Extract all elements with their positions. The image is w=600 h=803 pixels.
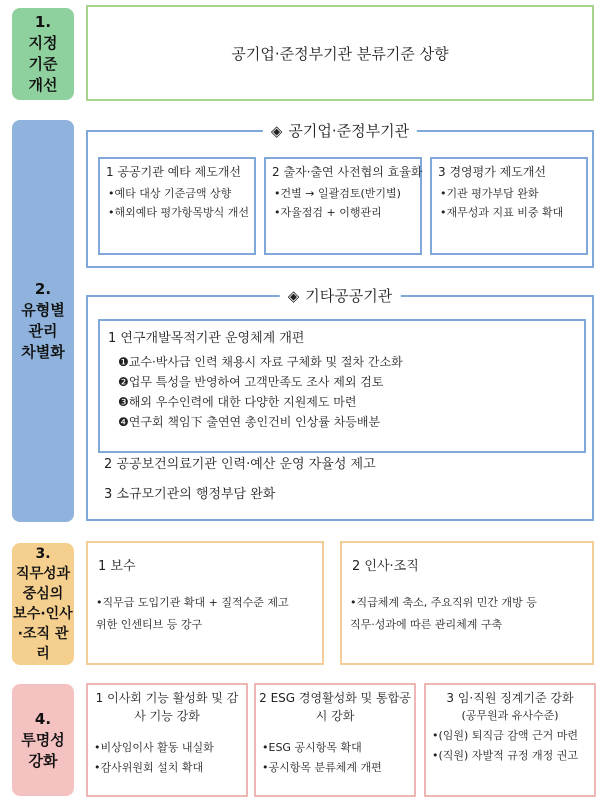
group-2-title: ◈ 기타공공기관 (280, 285, 401, 306)
subbox-research-institutions (98, 319, 586, 453)
group-1-title: ◈ 공기업·준정부기관 (263, 120, 417, 141)
list-item: •공시항목 분류체계 개편 (262, 761, 382, 774)
box-board-audit (86, 683, 248, 797)
box-disciplinary-standards (424, 683, 596, 797)
list-item: ❶교수·박사급 인력 채용시 자료 구체화 및 절차 간소화 (118, 355, 403, 369)
subbox-header: 1 연구개발목적기관 운영체계 개편 (108, 331, 305, 346)
list-item: ❸해외 우수인력에 대한 다양한 지원제도 마련 (118, 395, 357, 409)
list-item: •해외예타 평가항목방식 개선 (108, 206, 249, 219)
subbox-header: 3 경영평가 제도개선 (438, 165, 547, 179)
section-2-label: 2. 유형별 관리 차별화 (12, 120, 74, 522)
section-4-label: 4. 투명성 강화 (12, 684, 74, 796)
list-item: •재무성과 지표 비중 확대 (440, 206, 564, 219)
diamond-icon: ◈ (287, 287, 300, 305)
box-header: 1 이사회 기능 활성화 및 감사 기능 강화 (95, 691, 239, 723)
box-header: 2 ESG 경영활성화 및 통합공시 강화 (259, 691, 411, 723)
list-item: •건별 → 일괄검토(반기별) (274, 187, 401, 200)
section-1-text: 공기업·준정부기관 분류기준 상향 (231, 44, 449, 63)
subbox-investment-consultation (264, 157, 422, 255)
subbox-preliminary-feasibility (98, 157, 256, 255)
row-small-institutions: 3 소규모기관의 행정부담 완화 (104, 487, 276, 502)
list-item: •기관 평가부담 완화 (440, 187, 539, 200)
section-3-label: 3. 직무성과 중심의 보수·인사 ·조직 관리 (12, 543, 74, 665)
box-line: •직무급 도입기관 확대 + 질적수준 제고 (96, 596, 289, 609)
section-1-box (86, 5, 594, 101)
box-header: 2 인사·조직 (352, 559, 419, 574)
list-item: ❷업무 특성을 반영하여 고객만족도 조사 제외 검토 (118, 375, 384, 389)
box-personnel-organization (340, 541, 594, 665)
subbox-management-evaluation (430, 157, 588, 255)
subbox-header: 2 출자·출연 사전협의 효율화 (272, 165, 423, 179)
list-item: •자율점검 + 이행관리 (274, 206, 382, 219)
list-item: ❹연구회 책임下 출연연 총인건비 인상률 차등배분 (118, 415, 381, 429)
box-subheader: (공무원과 유사수준) (461, 709, 559, 722)
list-item: •예타 대상 기준금액 상향 (108, 187, 232, 200)
box-line: 직무·성과에 따른 관리체계 구축 (350, 618, 503, 631)
box-header: 3 임·직원 징계기준 강화 (446, 691, 574, 705)
box-esg-disclosure (254, 683, 416, 797)
diamond-icon: ◈ (270, 122, 283, 140)
list-item: •(임원) 퇴직금 감액 근거 마련 (432, 729, 578, 742)
list-item: •감사위원회 설치 확대 (94, 761, 204, 774)
box-line: 위한 인센티브 등 강구 (96, 618, 203, 631)
section-1-label: 1. 지정 기준 개선 (12, 8, 74, 100)
box-line: •직급체계 축소, 주요직위 민간 개방 등 (350, 596, 537, 609)
box-compensation (86, 541, 324, 665)
box-header: 1 보수 (98, 559, 136, 574)
subbox-header: 1 공공기관 예타 제도개선 (106, 165, 241, 179)
list-item: •비상임이사 활동 내실화 (94, 741, 214, 754)
list-item: •(직원) 자발적 규정 개정 권고 (432, 749, 578, 762)
list-item: •ESG 공시항목 확대 (262, 741, 362, 754)
row-public-health: 2 공공보건의료기관 인력·예산 운영 자율성 제고 (104, 457, 376, 472)
